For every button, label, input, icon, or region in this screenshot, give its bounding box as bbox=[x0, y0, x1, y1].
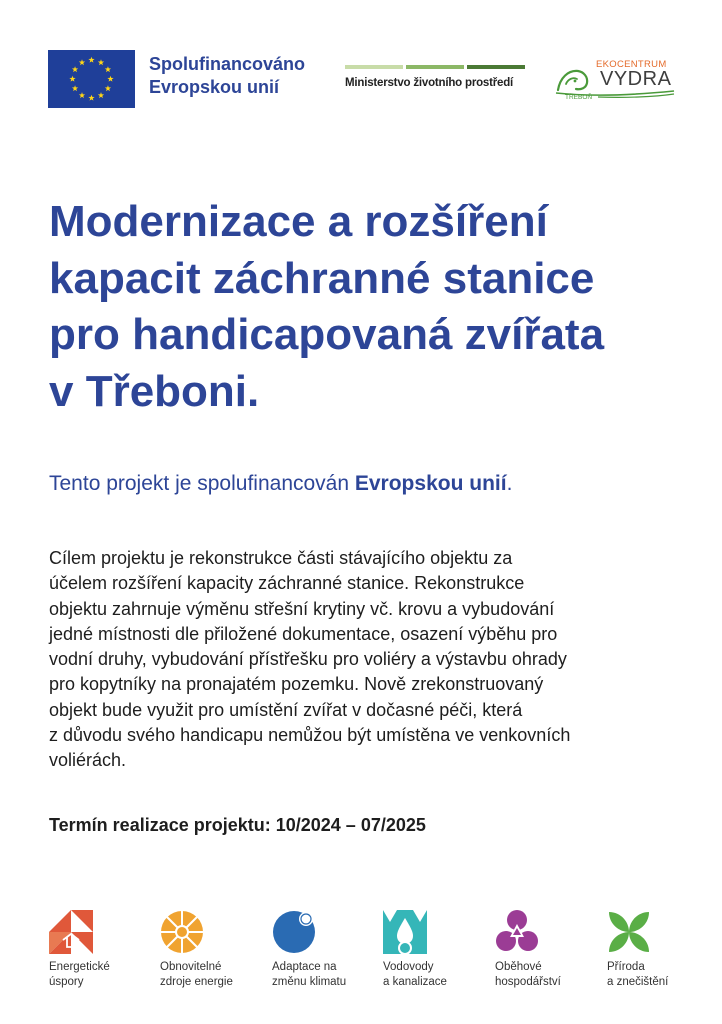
eu-star bbox=[98, 59, 104, 65]
icon-item-renewable: Obnovitelné zdroje energie bbox=[160, 910, 270, 990]
description-line: jedné místnosti dle přiložené dokumentace, osazení výběhu pro bbox=[49, 623, 558, 644]
nature-pollution-icon bbox=[607, 910, 651, 954]
title-line: Modernizace a rozšíření bbox=[49, 197, 548, 246]
energy-savings-icon bbox=[49, 910, 93, 954]
ekocentrum-vydra-logo bbox=[554, 57, 678, 109]
title-line: pro handicapovaná zvířata bbox=[49, 310, 605, 359]
description-line: voliérách. bbox=[49, 750, 127, 771]
description-line: vodní druhy, vybudování přístřešku pro voliéry a výstavbu ohrady bbox=[49, 649, 567, 670]
climate-adaptation-icon bbox=[272, 910, 316, 954]
ministry-bar-1 bbox=[345, 65, 403, 69]
project-term: Termín realizace projektu: 10/2024 – 07/2025 bbox=[49, 815, 426, 835]
eu-star bbox=[88, 57, 94, 63]
eu-star bbox=[107, 76, 113, 82]
eu-star bbox=[105, 85, 111, 91]
project-description bbox=[49, 546, 689, 774]
icon-item-climate: Adaptace na změnu klimatu bbox=[272, 910, 382, 990]
eu-star bbox=[98, 92, 104, 98]
icon-item-energy: Energetické úspory bbox=[49, 910, 159, 990]
eu-star bbox=[79, 92, 85, 98]
partner-name: VYDRA bbox=[600, 68, 672, 90]
renewable-energy-icon bbox=[160, 910, 204, 954]
ministry-name: Ministerstvo životního prostředí bbox=[345, 77, 514, 89]
eu-star bbox=[72, 66, 78, 72]
ministry-bar-2 bbox=[406, 65, 464, 69]
circular-economy-icon bbox=[495, 910, 539, 954]
header bbox=[48, 48, 678, 110]
water-supply-icon bbox=[383, 910, 427, 954]
ministry-logo bbox=[345, 65, 525, 89]
title-line: v Třeboni. bbox=[49, 366, 260, 416]
icon-item-nature: Příroda a znečištění bbox=[607, 910, 717, 990]
icon-item-water: Vodovody a kanalizace bbox=[383, 910, 493, 990]
description-line: z důvodu svého handicapu nemůžou být umístěna ve venkovních bbox=[49, 725, 571, 746]
partner-sub-label: TŘEBOŇ bbox=[565, 94, 593, 101]
eu-star bbox=[105, 66, 111, 72]
eu-star bbox=[79, 59, 85, 65]
description-line: Cílem projektu je rekonstrukce části stávajícího objektu za bbox=[49, 548, 513, 568]
eu-star bbox=[72, 85, 78, 91]
description-line: účelem rozšíření kapacity záchranné stanice. Rekonstrukce bbox=[49, 573, 525, 594]
ministry-bar-3 bbox=[467, 65, 525, 69]
partner-top-label: EKOCENTRUM bbox=[596, 59, 667, 70]
description-line: objekt bude využit pro umístění zvířat v dočasné péči, která bbox=[49, 699, 523, 720]
eu-flag-icon bbox=[48, 50, 135, 108]
eu-cofinancing-label: Spolufinancováno Evropskou unií bbox=[149, 54, 306, 97]
description-line: pro kopytníky na pronajatém pozemku. Nově zrekonstruovaný bbox=[49, 674, 544, 695]
page-title bbox=[49, 194, 689, 420]
description-line: objektu zahrnuje výměnu střešní krytiny vč. krovu a vybudování bbox=[49, 598, 555, 619]
eu-star bbox=[69, 76, 75, 82]
title-line: kapacit záchranné stanice bbox=[49, 253, 595, 303]
cofinancing-statement: Tento projekt je spolufinancován Evropskou unií. bbox=[49, 472, 513, 495]
eu-star bbox=[88, 95, 94, 101]
icon-item-circular: Oběhové hospodářství bbox=[495, 910, 605, 990]
ministry-color-bars bbox=[345, 65, 525, 69]
